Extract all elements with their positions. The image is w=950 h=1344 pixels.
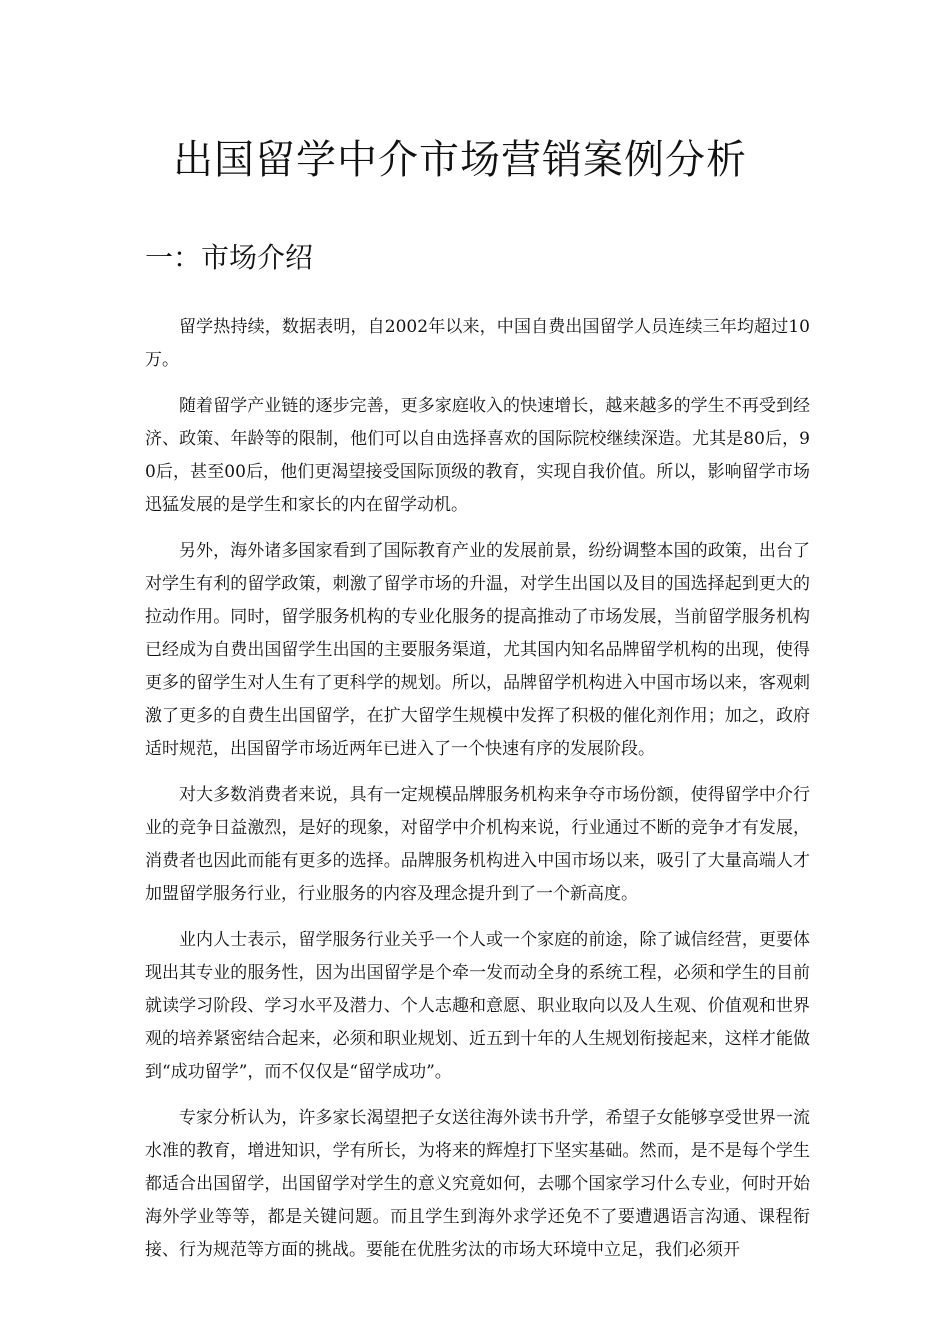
paragraph-3: 另外，海外诸多国家看到了国际教育产业的发展前景，纷纷调整本国的政策，出台了对学生有利的留学政策，刺激了留学市场的升温，对学生出国以及目的国选择起到更大的拉动作用。同时，留学服务机构的专业化服务的提高推动了市场发展，当前留学服务机构已经成为自费出国留学生出国的主要服务渠道，尤其国内知名品牌留学机构的出现，使得更多的留学生对人生有了更科学的规划。所以，品牌留学机构进入中国市场以来，客观刺激了更多的自费生出国留学，在扩大留学生规模中发挥了积极的催化剂作用；加之，政府适时规范，出国留学市场近两年已进入了一个快速有序的发展阶段。 — [145, 541, 810, 759]
paragraph-2: 随着留学产业链的逐步完善，更多家庭收入的快速增长，越来越多的学生不再受到经济、政策、年龄等的限制，他们可以自由选择喜欢的国际院校继续深造。尤其是80后，90后，甚至00后，他们更渴望接受国际顶级的教育，实现自我价值。所以，影响留学市场迅猛发展的是学生和家长的内在留学动机。 — [145, 396, 810, 515]
paragraph-5: 业内人士表示，留学服务行业关乎一个人或一个家庭的前途，除了诚信经营，更要体现出其专业的服务性，因为出国留学是个牵一发而动全身的系统工程，必须和学生的目前就读学习阶段、学习水平及潜力、个人志趣和意愿、职业取向以及人生观、价值观和世界观的培养紧密结合起来，必须和职业规划、近五到十年的人生规划衔接起来，这样才能做到“成功留学”，而不仅仅是“留学成功”。 — [145, 930, 810, 1082]
document-title: 出国留学中介市场营销案例分析 — [173, 137, 747, 183]
paragraph-4: 对大多数消费者来说，具有一定规模品牌服务机构来争夺市场份额，使得留学中介行业的竞争日益激烈，是好的现象，对留学中介机构来说，行业通过不断的竞争才有发展，消费者也因此而能有更多的选择。品牌服务机构进入中国市场以来，吸引了大量高端人才加盟留学服务行业，行业服务的内容及理念提升到了一个新高度。 — [145, 785, 810, 904]
paragraph-6: 专家分析认为，许多家长渴望把子女送往海外读书升学，希望子女能够享受世界一流水准的教育，增进知识，学有所长，为将来的辉煌打下坚实基础。然而，是不是每个学生都适合出国留学，出国留学对学生的意义究竟如何，去哪个国家学习什么专业，何时开始海外学业等等，都是关键问题。而且学生到海外求学还免不了要遭遇语言沟通、课程衔接、行为规范等方面的挑战。要能在优胜劣汰的市场大环境中立足，我们必须开 — [145, 1108, 810, 1260]
section-heading: 一：市场介绍 — [145, 241, 314, 274]
paragraph-1: 留学热持续，数据表明，自2002年以来，中国自费出国留学人员连续三年均超过10万。 — [145, 317, 810, 370]
document-body — [145, 311, 810, 1280]
